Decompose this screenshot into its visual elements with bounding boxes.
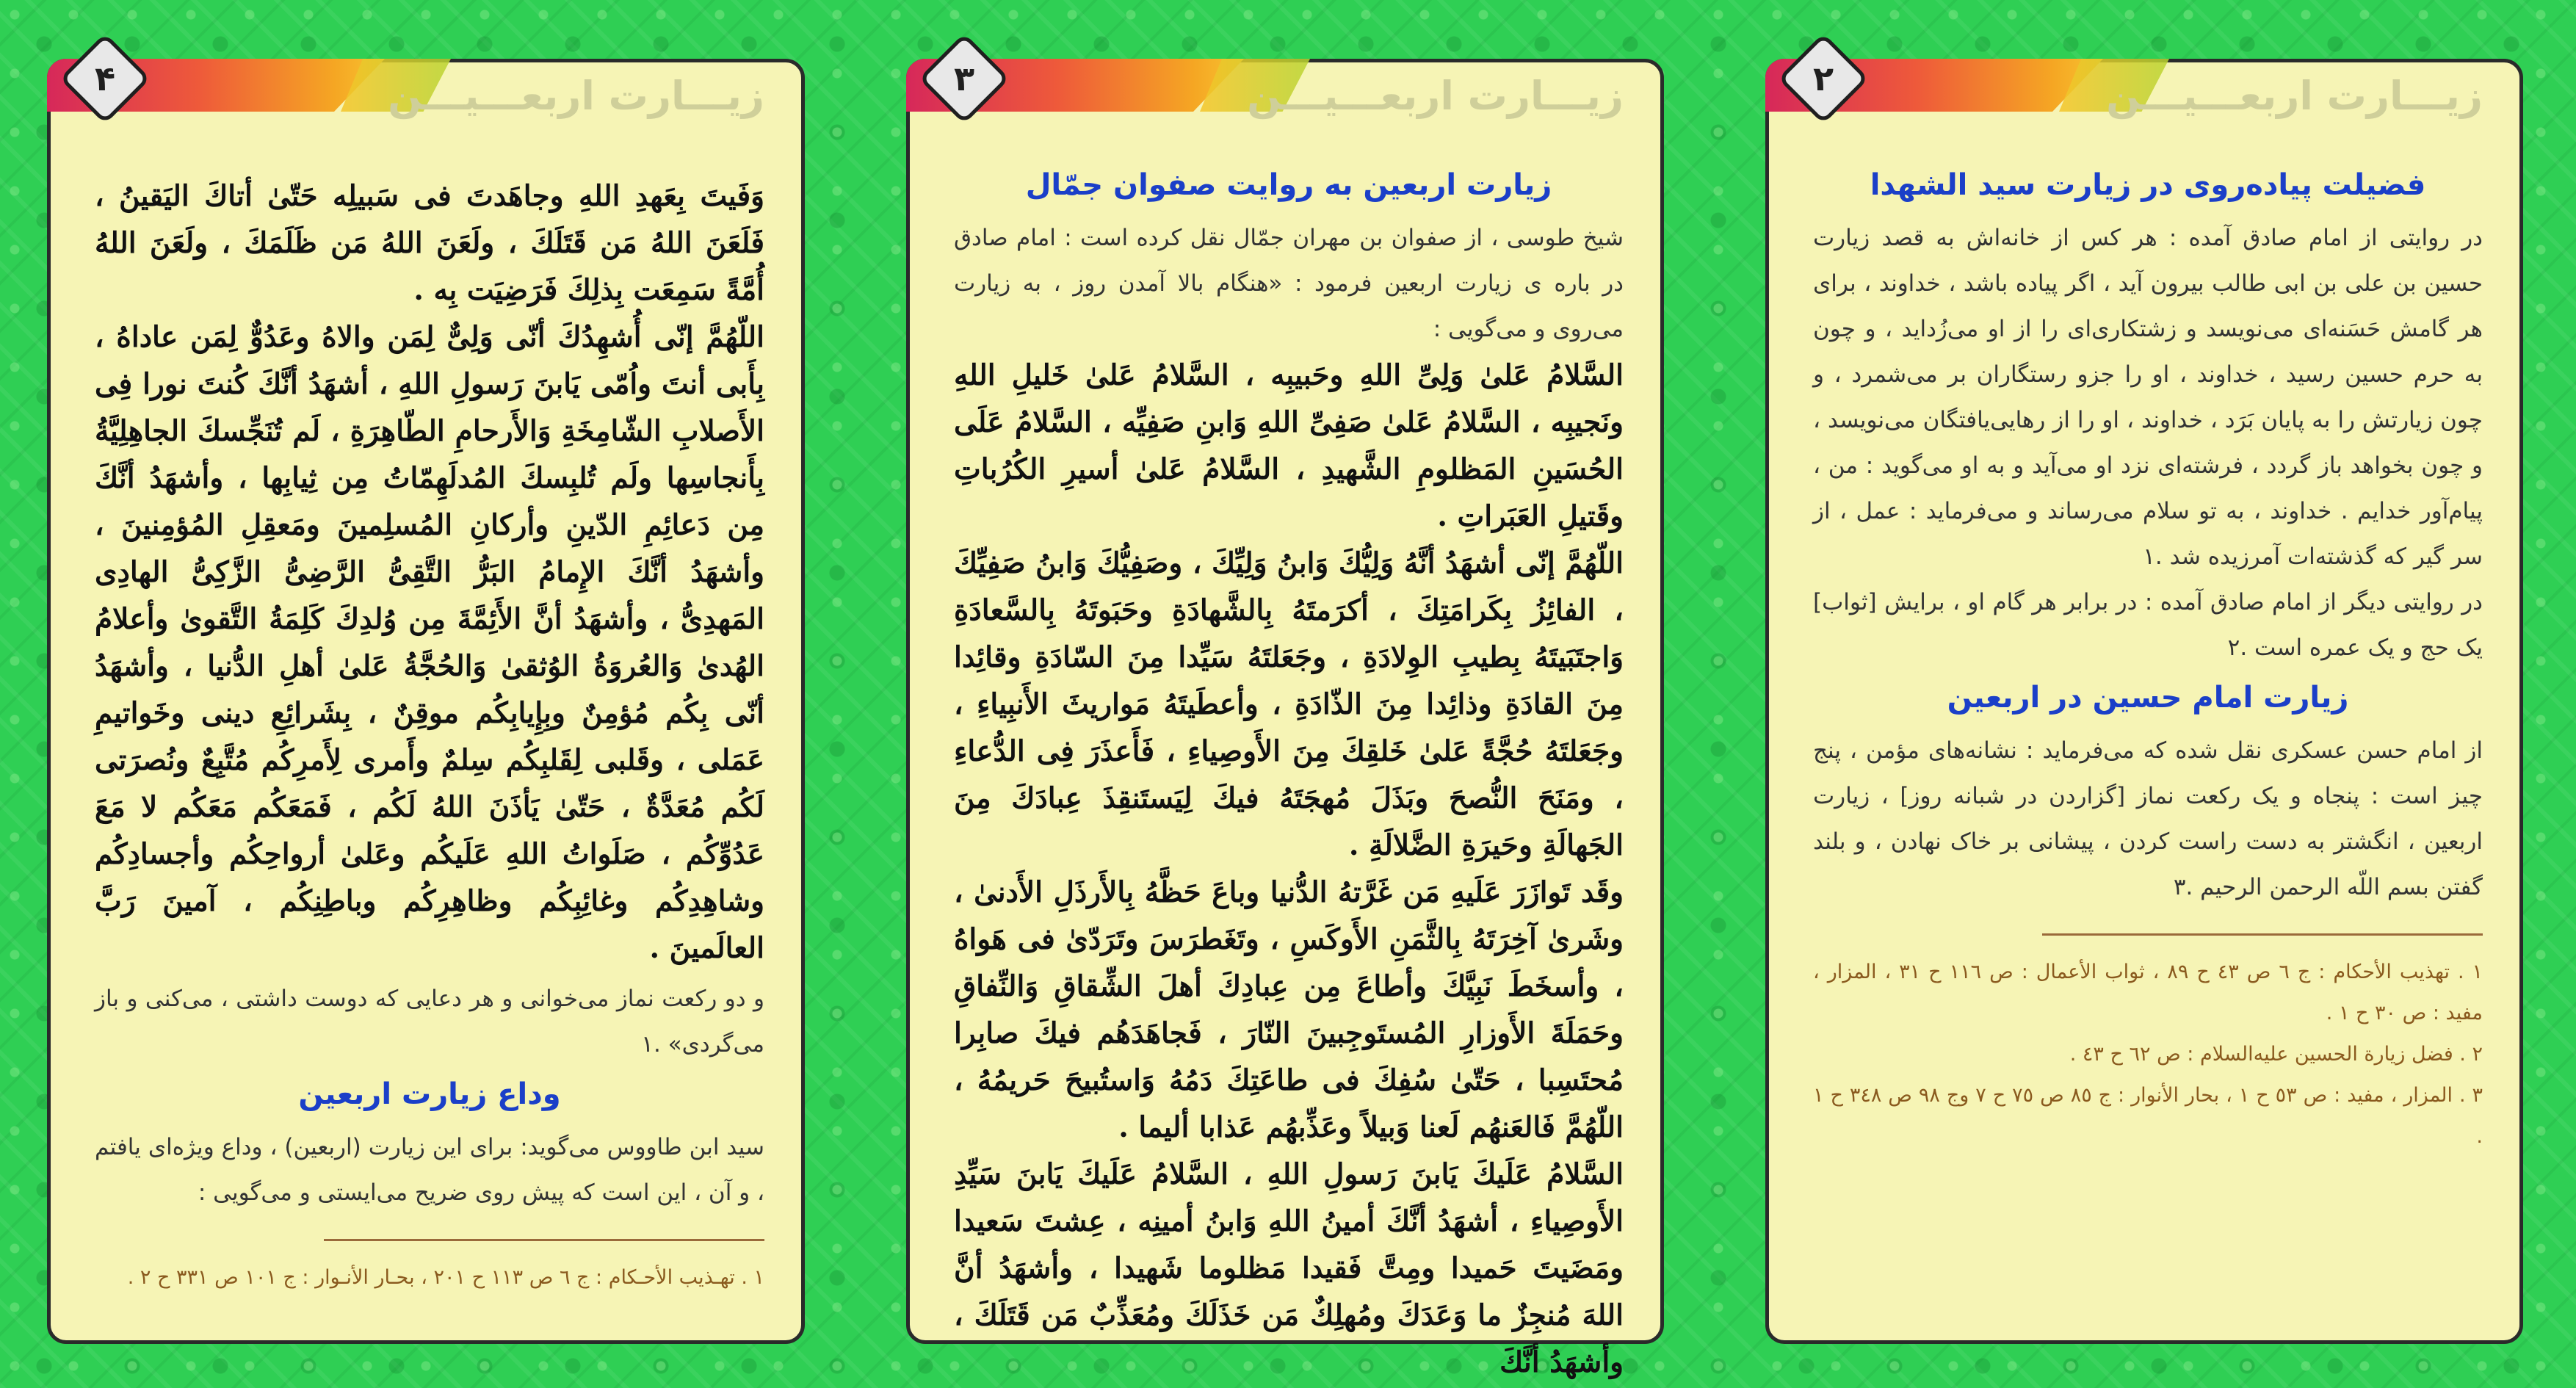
page-number: ۳ — [953, 59, 975, 98]
page-panel-2 — [1765, 59, 2523, 1344]
arabic-text: وقَد تَوازَرَ عَلَيهِ مَن غَرَّتهُ الدُّنيا وباعَ حَظَّهُ بِالأَرذَلِ الأَدنیٰ ، وشَرىٰ آخِرَتَهُ بِالثَّمَنِ الأَوكَسِ ، وتَغَطرَسَ وتَرَدّیٰ فی هَواهُ ، وأسخَطَ نَبِيَّكَ وأطاعَ مِن عِبادِكَ أهلَ الشِّقاقِ وَالنِّفاقِ وحَمَلَةَ الأَوزارِ المُستَوجِبينَ النّارَ ، فَجاهَدَهُم فيكَ صابِرا مُحتَسِبا ، حَتّیٰ سُفِكَ فی طاعَتِكَ دَمُهُ وَاستُبيحَ حَريمُهُ ، اللّهُمَّ فَالعَنهُم لَعنا وَبيلاً وعَذِّبهُم عَذابا أليما . — [954, 875, 1624, 1144]
footnote: ۳ . المزار ، مفید : ص ٥٣ ح ١ ، بحار الأنوار : ج ٨٥ ص ٧٥ ح ٧ وج ٩٨ ص ٣٤٨ ح ١ . — [1813, 1084, 2483, 1148]
section-title: زیارت اربعین به روایت صفوان جمّال — [1025, 168, 1552, 202]
persian-text: و دو رکعت نماز می‌خوانی و هر دعایی که دوست داشتی ، می‌کنی و باز می‌گردی» .۱ — [95, 986, 764, 1058]
persian-text: در روایتی دیگر از امام صادق آمده : در برابر هر گام او ، برایش [ثواب] یک حج و یک عمره است .۲ — [1813, 589, 2483, 661]
page-panel-4 — [47, 59, 805, 1344]
persian-text: شیخ طوسی ، از صفوان بن مهران جمّال نقل کرده است : امام صادق در باره ی زیارت اربعین فرمود : «هنگام بالا آمدن روز ، به زیارت می‌روی و می‌گویی : — [954, 225, 1624, 342]
section-title: زیارت امام حسین در اربعین — [1947, 681, 2349, 715]
persian-text: از امام حسن عسکری نقل شده که می‌فرماید : نشانه‌های مؤمن ، پنج چیز است : پنجاه و یک رکعت نماز [گزاردن در شبانه روز] ، زیارت اربعین ، انگشتر به دست راست کردن ، پیشانی بر خاک نهادن ، و بلند گفتن بسم اللّه الرحمن الرحیم .۳ — [1813, 737, 2483, 900]
footnote-divider — [2042, 933, 2483, 936]
persian-text: در روایتی از امام صادق آمده : هر کس از خانه‌اش به قصد زیارت حسین بن علی بن ابی طالب بیرون آید ، اگر پیاده باشد ، خداوند ، برای هر گامش حَسَنه‌ای می‌نویسد و زشتکاری‌ای را از او می‌زُداید ، و چون به حرم حسین رسید ، خداوند ، او را جزو رستگاران بر می‌شمرد ، و چون زیارتش را به پایان بَرَد ، خداوند ، او را از رهایی‌یافتگان می‌نویسد ، و چون بخواهد باز گردد ، فرشته‌ای نزد او می‌آید و به او می‌گوید : من ، پیام‌آور خدایم . خداوند ، به تو سلام می‌رساند و می‌فرماید : عمل ، از سر گیر که گذشته‌ات آمرزیده شد .۱ — [1813, 225, 2483, 570]
section-title: فضیلت پیاده‌روی در زیارت سید الشهدا — [1870, 168, 2426, 202]
persian-text: سید ابن طاووس می‌گوید: برای این زیارت (اربعین) ، وداع ویژه‌ای یافتم ، و آن ، این است که پیش روی ضریح می‌ایستی و می‌گویی : — [95, 1134, 764, 1206]
arabic-text: وَفَيتَ بِعَهدِ اللهِ وجاهَدتَ فی سَبيلِه حَتّیٰ أتاكَ اليَقينُ ، فَلَعَنَ اللهُ مَن قَتَلَكَ ، ولَعَنَ اللهُ مَن ظَلَمَكَ ، ولَعَنَ اللهُ أُمَّةً سَمِعَت بِذلِكَ فَرَضِيَت بِه . — [95, 179, 764, 307]
page-panel-3 — [906, 59, 1664, 1379]
panel-body — [954, 168, 1624, 1379]
section-title: وداع زیارت اربعین — [298, 1077, 561, 1111]
panel-body — [95, 173, 764, 1311]
arabic-text: السَّلامُ عَلیٰ وَلِیِّ اللهِ وحَبيبِه ، السَّلامُ عَلیٰ خَليلِ اللهِ ونَجيبِه ، السَّلامُ عَلیٰ صَفِیِّ اللهِ وَابنِ صَفِيِّه ، السَّلامُ عَلَی الحُسَينِ المَظلومِ الشَّهيدِ ، السَّلامُ عَلیٰ أسيرِ الكُرُباتِ وقَتيلِ العَبَراتِ . — [954, 358, 1624, 533]
arabic-text: اللّهُمَّ إنّی أشهَدُ أنَّهُ وَلِيُّكَ وَابنُ وَلِيِّكَ ، وصَفِيُّكَ وَابنُ صَفِيِّكَ ، الفائِزُ بِكَرامَتِكَ ، أكرَمتَهُ بِالشَّهادَةِ وحَبَوتَهُ بِالسَّعادَةِ وَاجتَبَيتَهُ بِطيبِ الوِلادَةِ ، وجَعَلتَهُ سَيِّدا مِنَ السّادَةِ وقائِدا مِنَ القادَةِ وذائِدا مِنَ الذّادَةِ ، وأعطَيتَهُ مَواريثَ الأَنبِياءِ ، وجَعَلتَهُ حُجَّةً عَلیٰ خَلقِكَ مِنَ الأَوصِياءِ ، فَأَعذَرَ فِی الدُّعاءِ ، ومَنَحَ النُّصحَ وبَذَلَ مُهجَتَهُ فيكَ لِيَستَنقِذَ عِبادَكَ مِنَ الجَهالَةِ وحَيرَةِ الضَّلالَةِ . — [954, 546, 1624, 862]
footnote: ۲ . فضل زیارة الحسین علیه‌السلام : ص ٦٢ ح ٤٣ . — [2069, 1043, 2483, 1066]
header-title: زیـــارت اربعـــیـــن — [2106, 73, 2483, 119]
panel-body — [1813, 168, 2483, 1311]
arabic-text: اللّهُمَّ إنّی أُشهِدُكَ أنّی وَلِیٌّ لِمَن والاهُ وعَدُوٌّ لِمَن عاداهُ ، بِأَبی أنتَ واُمّی يَابنَ رَسولِ اللهِ ، أشهَدُ أنَّكَ كُنتَ نورا فِی الأَصلابِ الشّامِخَةِ وَالأَرحامِ الطّاهِرَةِ ، لَم تُنَجِّسكَ الجاهِلِيَّةُ بِأَنجاسِها ولَم تُلبِسكَ المُدلَهِمّاتُ مِن ثِيابِها ، وأشهَدُ أنَّكَ مِن دَعائِمِ الدّينِ وأركانِ المُسلِمينَ ومَعقِلِ المُؤمِنينَ ، وأشهَدُ أنَّكَ الإِمامُ البَرُّ التَّقِیُّ الرَّضِیُّ الزَّكِیُّ الهادِی المَهدِیُّ ، وأشهَدُ أنَّ الأَئِمَّةَ مِن وُلدِكَ كَلِمَةُ التَّقوىٰ وأعلامُ الهُدىٰ وَالعُروَةُ الوُثقىٰ وَالحُجَّةُ عَلیٰ أهلِ الدُّنيا ، وأشهَدُ أنّی بِكُم مُؤمِنٌ وبِإِيابِكُم موقِنٌ ، بِشَرائِعِ دينی وخَواتيمِ عَمَلی ، وقَلبی لِقَلبِكُم سِلمٌ وأَمری لِأَمرِكُم مُتَّبِعٌ ونُصرَتی لَكُم مُعَدَّةٌ ، حَتّیٰ يَأذَنَ اللهُ لَكُم ، فَمَعَكُم مَعَكُم لا مَعَ عَدُوِّكُم ، صَلَواتُ اللهِ عَلَيكُم وعَلیٰ أرواحِكُم وأجسادِكُم وشاهِدِكُم وغائِبِكُم وظاهِرِكُم وباطِنِكُم ، آمينَ رَبَّ العالَمينَ . — [95, 320, 764, 965]
footnote-divider — [324, 1239, 764, 1241]
footnote: ۱ . تهـذیب الأحـکام : ج ٦ ص ١١٣ ح ٢٠١ ، بحـار الأنـوار : ج ١٠١ ص ٣٣١ ح ٢ . — [127, 1266, 764, 1289]
header-title: زیـــارت اربعـــیـــن — [1247, 73, 1624, 119]
footnote: ۱ . تهذیب الأحکام : ج ٦ ص ٤٣ ح ٨٩ ، ثواب الأعمال : ص ١١٦ ح ٣١ ، المزار ، مفید : ص ٣٠ ح ١ . — [1813, 961, 2483, 1024]
header-title: زیـــارت اربعـــیـــن — [388, 73, 764, 119]
page-number: ۲ — [1812, 59, 1834, 98]
page-number: ۴ — [94, 59, 116, 98]
arabic-text: السَّلامُ عَلَيكَ يَابنَ رَسولِ اللهِ ، السَّلامُ عَلَيكَ يَابنَ سَيِّدِ الأَوصِياءِ ، أشهَدُ أنَّكَ أمينُ اللهِ وَابنُ أمينِه ، عِشتَ سَعيدا ومَضَيتَ حَميدا ومِتَّ فَقيدا مَظلوما شَهيدا ، وأشهَدُ أنَّ اللهَ مُنجِزٌ ما وَعَدَكَ ومُهلِكٌ مَن خَذَلَكَ ومُعَذِّبٌ مَن قَتَلَكَ ، وأشهَدُ أنَّكَ — [954, 1157, 1624, 1379]
